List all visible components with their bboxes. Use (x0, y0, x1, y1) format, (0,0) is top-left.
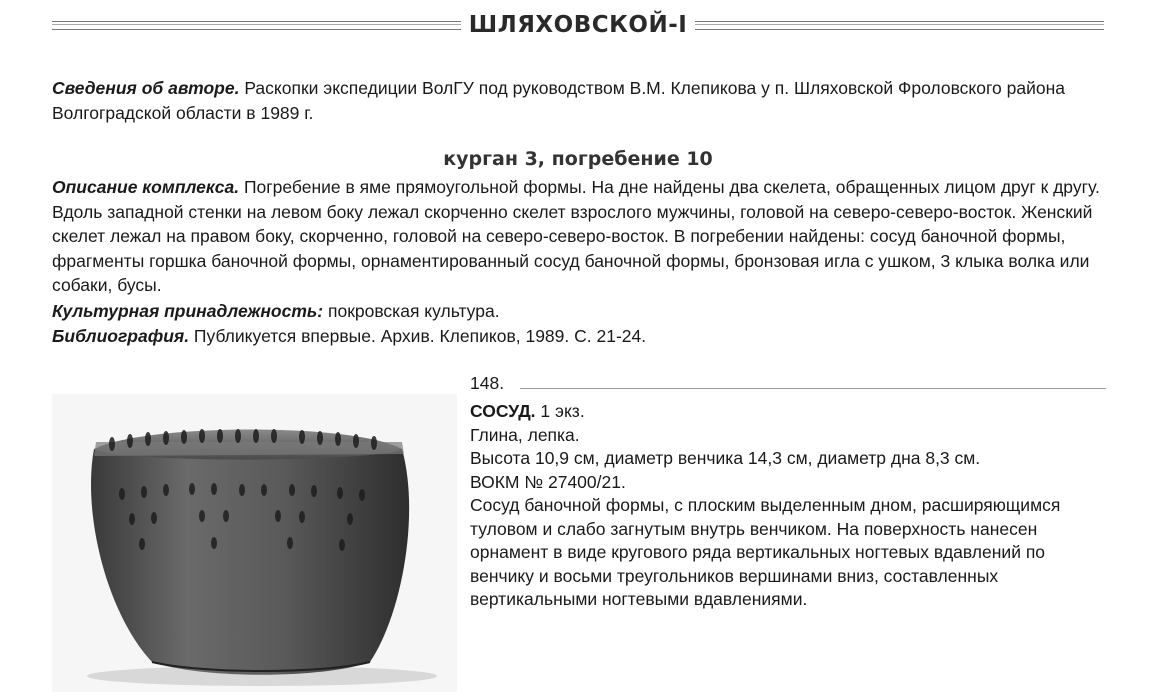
culture-text: покровская культура. (323, 301, 500, 321)
item-heading (470, 400, 1110, 424)
author-info-label: Сведения об авторе. (52, 78, 240, 98)
item-material: Глина, лепка. (470, 424, 580, 445)
item-card (470, 400, 1110, 612)
section-title: курган 3, погребение 10 (443, 148, 713, 170)
header-rule-right (695, 21, 1104, 30)
vessel-image (52, 394, 457, 692)
culture-label: Культурная принадлежность: (52, 301, 324, 321)
item-dimensions: Высота 10,9 см, диаметр венчика 14,3 см, диаметр дна 8,3 см. (470, 448, 981, 468)
bibliography-label: Библиография. (52, 326, 190, 346)
item-inventory: ВОКМ № 27400/21. (470, 471, 626, 492)
culture (52, 299, 1108, 324)
item-description: Сосуд баночной формы, с плоским выделенным дном, расширяющимся туловом и слабо загнутым внутрь венчиком. На поверхность нанесен орнамент в виде кругового ряда вертикальных ногтевых вдавлений по венчику и восьми треугольников вершинами вниз, составленных вертикальными ногтевыми вдавлениями. (470, 495, 1061, 609)
description-text: Погребение в яме прямоугольной формы. На дне найдены два скелета, обращенных лицом друг к другу. Вдоль западной стенки на левом боку лежал скорченно скелет взрослого мужчины, головой на северо-северо-восток. Женский скелет лежал на правом боку, скорченно, головой на северо-северо-восток. В погребении найдены: сосуд баночной формы, фрагменты горшка баночной формы, орнаментированный сосуд баночной формы, бронзовая игла с ушком, 3 клыка волка или собаки, бусы. (52, 177, 1100, 295)
author-info (52, 76, 1108, 125)
vessel-photo (52, 394, 457, 692)
item-divider (520, 388, 1106, 389)
author-info-text: Раскопки экспедиции ВолГУ под руководством В.М. Клепикова у п. Шляховской Фроловского района Волгоградской области в 1989 г. (52, 78, 1065, 123)
bibliography (52, 324, 1108, 349)
bibliography-text: Публикуется впервые. Архив. Клепиков, 1989. С. 21-24. (189, 326, 647, 346)
item-title: СОСУД. (470, 401, 536, 421)
item-number: 148. (470, 373, 505, 393)
page-header (52, 8, 1104, 42)
item-count: 1 экз. (535, 401, 585, 421)
page-title: ШЛЯХОВСКОЙ-I (468, 12, 688, 38)
complex-description (52, 175, 1108, 298)
description-label: Описание комплекса. (52, 177, 240, 197)
header-rule-left (52, 21, 461, 30)
